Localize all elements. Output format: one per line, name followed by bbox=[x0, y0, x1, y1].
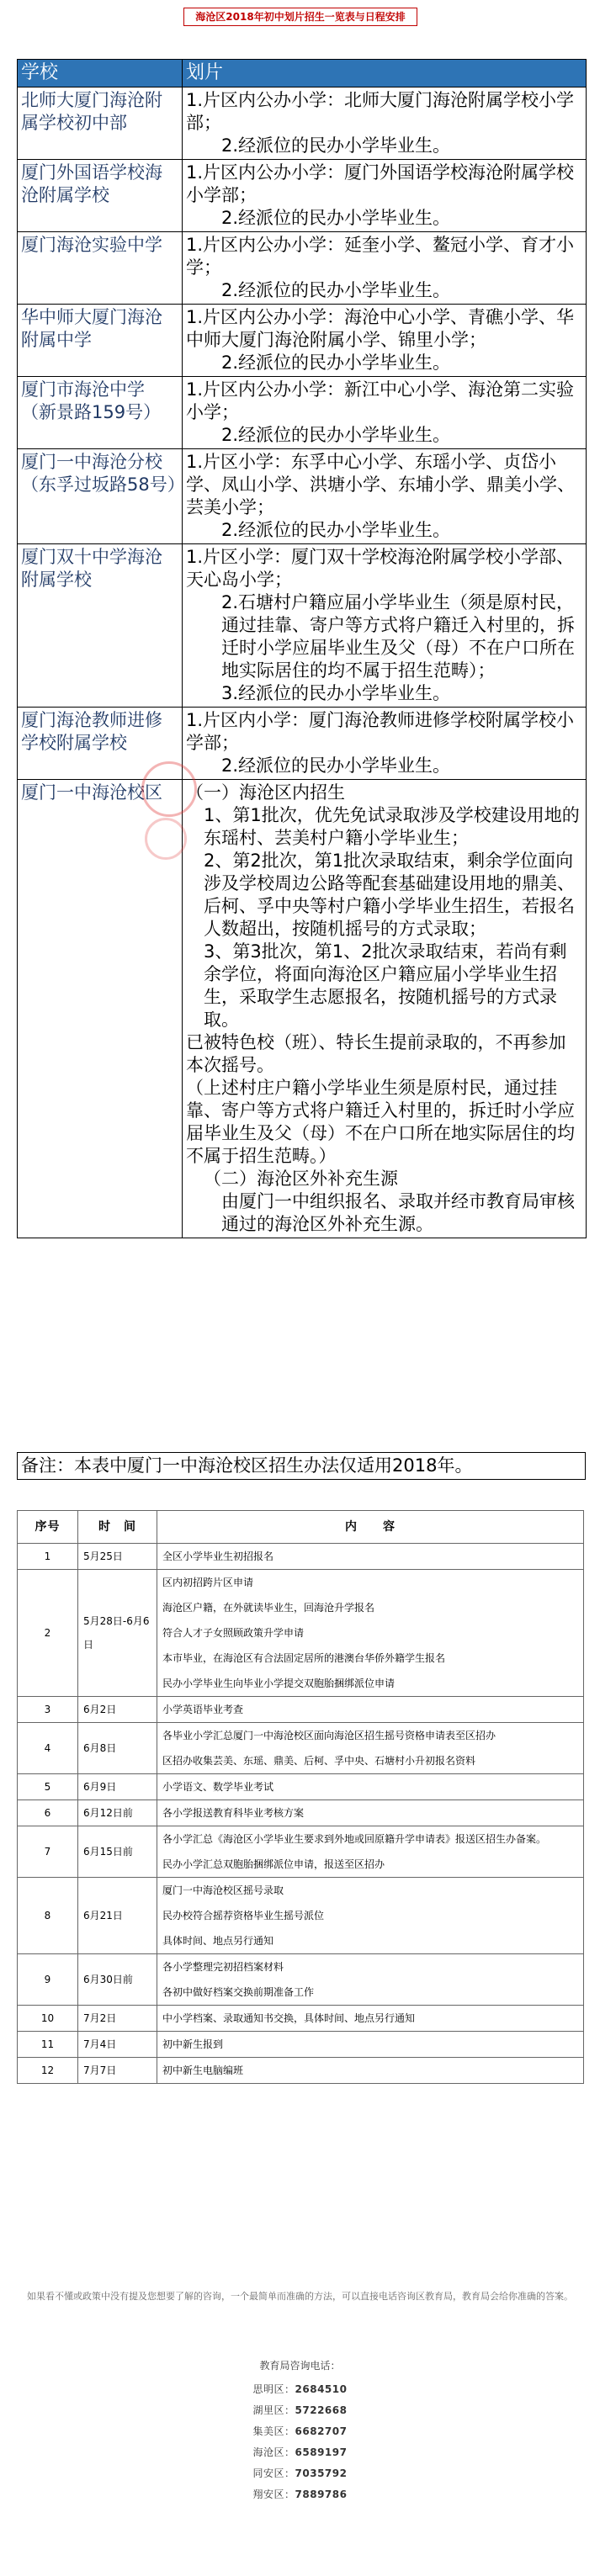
schedule-row bbox=[18, 2058, 584, 2084]
contacts-title: 教育局咨询电话： bbox=[259, 2360, 341, 2372]
zone-line: 1.片区内小学：厦门海沧教师进修学校附属学校小学部； bbox=[186, 710, 575, 753]
zone-cell bbox=[183, 87, 587, 160]
zone-line: 2.石塘村户籍应届小学毕业生（须是原村民，通过挂靠、寄户等方式将户籍迁入村里的，拆迁时小学应届毕业生及父（母）不在户口所在地实际居住的均不属于招生范畴）； bbox=[221, 592, 575, 681]
zone-line: （二）海沧区外补充生源 bbox=[204, 1169, 398, 1189]
zone-line: 2.经派位的民办小学毕业生。 bbox=[221, 425, 451, 445]
zone-cell bbox=[183, 160, 587, 232]
contact-row bbox=[0, 2463, 600, 2484]
schedule-time: 6月2日 bbox=[78, 1697, 157, 1723]
zone-line: 1.片区小学：厦门双十学校海沧附属学校小学部、天心岛小学； bbox=[186, 547, 575, 590]
schedule-item: 区内初招跨片区申请 bbox=[162, 1577, 254, 1588]
zone-line: 2.经派位的民办小学毕业生。 bbox=[221, 208, 451, 228]
contact-district: 集美区： bbox=[252, 2425, 295, 2437]
schedule-content bbox=[157, 1570, 584, 1697]
schedule-number: 10 bbox=[18, 2006, 78, 2032]
zoning-table bbox=[17, 59, 587, 1238]
zoning-row bbox=[18, 87, 587, 160]
schedule-time: 7月7日 bbox=[78, 2058, 157, 2084]
zone-line: 2.经派位的民办小学毕业生。 bbox=[221, 352, 451, 373]
zone-cell bbox=[183, 232, 587, 305]
schedule-number: 3 bbox=[18, 1697, 78, 1723]
schedule-content bbox=[157, 1697, 584, 1723]
schedule-row bbox=[18, 1878, 584, 1954]
schedule-row bbox=[18, 1723, 584, 1774]
zone-line: 1.片区小学：东孚中心小学、东瑶小学、贞岱小学、凤山小学、洪塘小学、东埔小学、鼎美小学、芸美小学； bbox=[186, 452, 575, 517]
zoning-row bbox=[18, 780, 587, 1238]
contact-row bbox=[0, 2400, 600, 2421]
contact-district: 翔安区： bbox=[252, 2489, 295, 2500]
contact-district: 同安区： bbox=[252, 2467, 295, 2479]
footer-notice: 如果看不懂或政策中没有提及您想要了解的咨询，一个最简单而准确的方法，可以直接电话咨询区教育局，教育局会给你准确的答案。 bbox=[27, 2291, 573, 2302]
schedule-number: 11 bbox=[18, 2032, 78, 2058]
schedule-item: 中小学档案、录取通知书交换，具体时间、地点另行通知 bbox=[162, 2012, 416, 2024]
schedule-row bbox=[18, 1954, 584, 2006]
zoning-header-row bbox=[18, 60, 587, 87]
zone-line: 由厦门一中组织报名、录取并经市教育局审核通过的海沧区外补充生源。 bbox=[221, 1191, 575, 1234]
contacts-block bbox=[0, 2356, 600, 2505]
zoning-row bbox=[18, 160, 587, 232]
schedule-row bbox=[18, 2006, 584, 2032]
contact-phone[interactable]: 7889786 bbox=[295, 2489, 348, 2500]
zone-line: 1.片区内公办小学：延奎小学、鳌冠小学、育才小学； bbox=[186, 235, 575, 278]
schedule-number: 7 bbox=[18, 1826, 78, 1878]
schedule-row bbox=[18, 1697, 584, 1723]
school-name: 厦门外国语学校海沧附属学校 bbox=[18, 160, 183, 232]
schedule-item: 全区小学毕业生初招报名 bbox=[162, 1550, 274, 1562]
schedule-time: 6月12日前 bbox=[78, 1800, 157, 1826]
schedule-item: 各初中做好档案交换前期准备工作 bbox=[162, 1986, 315, 1998]
header-time: 时 间 bbox=[78, 1511, 157, 1544]
schedule-item: 各小学报送教育科毕业考核方案 bbox=[162, 1807, 305, 1819]
schedule-number: 12 bbox=[18, 2058, 78, 2084]
contact-phone[interactable]: 6682707 bbox=[295, 2425, 348, 2437]
schedule-time: 6月30日前 bbox=[78, 1954, 157, 2006]
contact-district: 思明区： bbox=[252, 2383, 295, 2395]
schedule-item: 本市毕业，在海沧区有合法固定居所的港澳台华侨外籍学生报名 bbox=[162, 1652, 446, 1664]
school-name: 华中师大厦门海沧附属中学 bbox=[18, 305, 183, 377]
schedule-item: 小学语文、数学毕业考试 bbox=[162, 1781, 274, 1793]
schedule-item: 初中新生报到 bbox=[162, 2038, 224, 2050]
school-name: 厦门海沧实验中学 bbox=[18, 232, 183, 305]
schedule-time: 6月15日前 bbox=[78, 1826, 157, 1878]
school-name: 厦门一中海沧分校（东孚过坂路58号） bbox=[18, 449, 183, 544]
schedule-row bbox=[18, 1826, 584, 1878]
school-name: 厦门海沧教师进修学校附属学校 bbox=[18, 708, 183, 780]
header-number: 序号 bbox=[18, 1511, 78, 1544]
zone-cell bbox=[183, 708, 587, 780]
zone-cell bbox=[183, 377, 587, 449]
schedule-item: 初中新生电脑编班 bbox=[162, 2065, 244, 2076]
school-name: 厦门双十中学海沧附属学校 bbox=[18, 544, 183, 708]
header-content: 内 容 bbox=[157, 1511, 584, 1544]
header-zone: 划片 bbox=[183, 60, 587, 87]
schedule-content bbox=[157, 1826, 584, 1878]
schedule-item: 小学英语毕业考查 bbox=[162, 1704, 244, 1715]
schedule-row bbox=[18, 2032, 584, 2058]
contact-district: 湖里区： bbox=[252, 2404, 295, 2416]
schedule-item: 厦门一中海沧校区摇号录取 bbox=[162, 1884, 284, 1896]
schedule-number: 2 bbox=[18, 1570, 78, 1697]
contact-phone[interactable]: 2684510 bbox=[295, 2383, 348, 2395]
zone-line: （一）海沧区内招生 bbox=[186, 782, 345, 803]
schedule-row bbox=[18, 1774, 584, 1800]
zone-line: 3.经派位的民办小学毕业生。 bbox=[221, 683, 451, 703]
schedule-item: 区招办收集芸美、东瑶、鼎美、后柯、孚中央、石塘村小升初报名资料 bbox=[162, 1755, 476, 1767]
zone-line: 2.经派位的民办小学毕业生。 bbox=[221, 755, 451, 776]
banner bbox=[0, 0, 600, 34]
zone-line: 2.经派位的民办小学毕业生。 bbox=[221, 135, 451, 156]
zoning-row bbox=[18, 377, 587, 449]
zone-line: 1.片区内公办小学：北师大厦门海沧附属学校小学部； bbox=[186, 90, 575, 133]
zone-line: 2.经派位的民办小学毕业生。 bbox=[221, 520, 451, 540]
schedule-row bbox=[18, 1544, 584, 1570]
schedule-time: 6月8日 bbox=[78, 1723, 157, 1774]
zone-line: （上述村庄户籍小学毕业生须是原村民，通过挂靠、寄户等方式将户籍迁入村里的，拆迁时小学应届毕业生及父（母）不在户口所在地实际居住的均不属于招生范畴。） bbox=[186, 1078, 575, 1166]
schedule-item: 民办小学毕业生向毕业小学提交双胞胎捆绑派位申请 bbox=[162, 1678, 396, 1689]
schedule-item: 符合人才子女照顾政策升学申请 bbox=[162, 1627, 305, 1639]
zone-line: 1.片区内公办小学：海沧中心小学、青礁小学、华中师大厦门海沧附属小学、锦里小学； bbox=[186, 307, 575, 350]
zone-line: 1、第1批次，优先免试录取涉及学校建设用地的东瑶村、芸美村户籍小学毕业生； bbox=[204, 805, 580, 848]
schedule-content bbox=[157, 2058, 584, 2084]
schedule-item: 各小学整理完初招档案材料 bbox=[162, 1961, 284, 1973]
header-school: 学校 bbox=[18, 60, 183, 87]
schedule-content bbox=[157, 1723, 584, 1774]
zone-cell bbox=[183, 449, 587, 544]
schedule-content bbox=[157, 1774, 584, 1800]
banner-title: 海沧区2018年初中划片招生一览表与日程安排 bbox=[183, 8, 417, 26]
school-name: 厦门市海沧中学（新景路159号） bbox=[18, 377, 183, 449]
schedule-number: 4 bbox=[18, 1723, 78, 1774]
schedule-number: 5 bbox=[18, 1774, 78, 1800]
zoning-note: 备注：本表中厦门一中海沧校区招生办法仅适用2018年。 bbox=[17, 1452, 586, 1480]
schedule-content bbox=[157, 2032, 584, 2058]
contact-row bbox=[0, 2442, 600, 2463]
schedule-item: 各毕业小学汇总厦门一中海沧校区面向海沧区招生摇号资格申请表至区招办 bbox=[162, 1730, 496, 1741]
zoning-row bbox=[18, 232, 587, 305]
schedule-content bbox=[157, 1800, 584, 1826]
schedule-header-row bbox=[18, 1511, 584, 1544]
red-stamp-mark bbox=[141, 761, 197, 817]
schedule-time: 5月25日 bbox=[78, 1544, 157, 1570]
schedule-number: 9 bbox=[18, 1954, 78, 2006]
contact-row bbox=[0, 2421, 600, 2442]
schedule-item: 海沧区户籍，在外就读毕业生，回海沧升学报名 bbox=[162, 1602, 375, 1614]
schedule-number: 6 bbox=[18, 1800, 78, 1826]
red-stamp-mark-small bbox=[145, 818, 187, 860]
zoning-row bbox=[18, 708, 587, 780]
contact-phone[interactable]: 5722668 bbox=[295, 2404, 348, 2416]
contact-row bbox=[0, 2484, 600, 2505]
contact-phone[interactable]: 6589197 bbox=[295, 2446, 348, 2458]
schedule-content bbox=[157, 1878, 584, 1954]
school-name: 北师大厦门海沧附属学校初中部 bbox=[18, 87, 183, 160]
zone-cell bbox=[183, 305, 587, 377]
schedule-row bbox=[18, 1800, 584, 1826]
zone-line: 2、第2批次，第1批次录取结束，剩余学位面向涉及学校周边公路等配套基础建设用地的鼎美、后柯、孚中央等村户籍小学毕业生招生，若报名人数超出，按随机摇号的方式录取； bbox=[204, 851, 575, 939]
zone-line: 已被特色校（班）、特长生提前录取的，不再参加本次摇号。 bbox=[186, 1032, 566, 1075]
schedule-time: 7月4日 bbox=[78, 2032, 157, 2058]
schedule-item: 具体时间、地点另行通知 bbox=[162, 1935, 274, 1947]
zone-line: 1.片区内公办小学：厦门外国语学校海沧附属学校小学部； bbox=[186, 162, 575, 205]
zone-line: 1.片区内公办小学：新江中心小学、海沧第二实验小学； bbox=[186, 379, 575, 422]
contact-phone[interactable]: 7035792 bbox=[295, 2467, 348, 2479]
schedule-time: 6月21日 bbox=[78, 1878, 157, 1954]
schedule-content bbox=[157, 1544, 584, 1570]
schedule-row bbox=[18, 1570, 584, 1697]
zone-cell bbox=[183, 544, 587, 708]
schedule-item: 民办小学汇总双胞胎捆绑派位申请，报送至区招办 bbox=[162, 1858, 385, 1870]
schedule-number: 1 bbox=[18, 1544, 78, 1570]
zoning-row bbox=[18, 449, 587, 544]
zoning-row bbox=[18, 305, 587, 377]
zone-line: 2.经派位的民办小学毕业生。 bbox=[221, 280, 451, 300]
contact-row bbox=[0, 2379, 600, 2400]
schedule-item: 民办校符合摇荐资格毕业生摇号派位 bbox=[162, 1910, 325, 1921]
zone-line: 3、第3批次，第1、2批次录取结束，若尚有剩余学位，将面向海沧区户籍应届小学毕业生招生，采取学生志愿报名，按随机摇号的方式录取。 bbox=[204, 941, 567, 1030]
zoning-row bbox=[18, 544, 587, 708]
zone-cell bbox=[183, 780, 587, 1238]
schedule-time: 5月28日-6月6日 bbox=[78, 1570, 157, 1697]
contact-district: 海沧区： bbox=[252, 2446, 295, 2458]
schedule-content bbox=[157, 2006, 584, 2032]
schedule-item: 各小学汇总《海沧区小学毕业生要求到外地或回原籍升学申请表》报送区招生办备案。 bbox=[162, 1833, 547, 1845]
schedule-table bbox=[17, 1510, 584, 2084]
schedule-time: 7月2日 bbox=[78, 2006, 157, 2032]
schedule-number: 8 bbox=[18, 1878, 78, 1954]
school-name: 厦门一中海沧校区 bbox=[18, 780, 183, 1238]
schedule-content bbox=[157, 1954, 584, 2006]
schedule-time: 6月9日 bbox=[78, 1774, 157, 1800]
